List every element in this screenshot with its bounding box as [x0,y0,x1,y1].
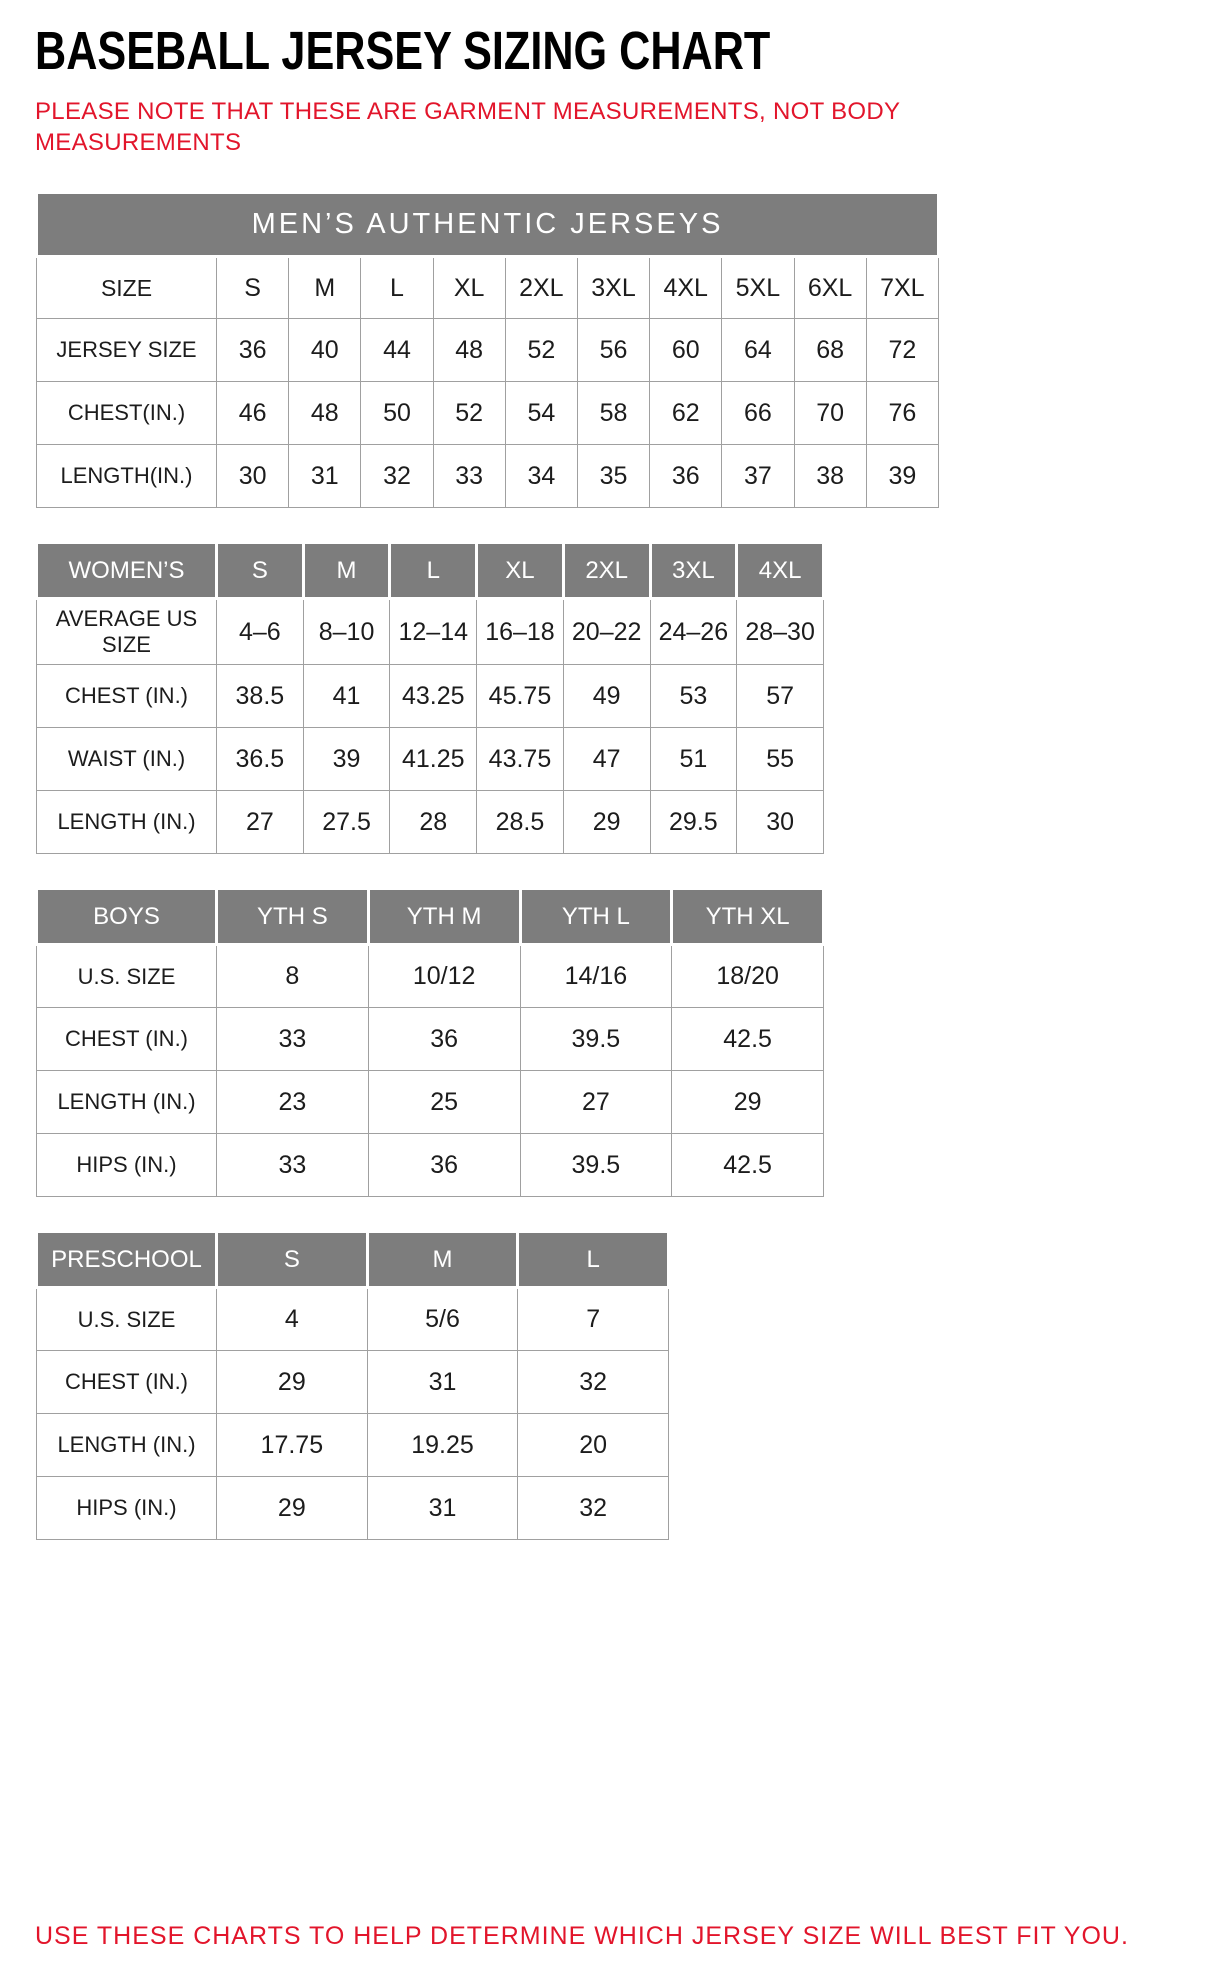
col-header-cell: YTH M [368,889,520,945]
mens-table [35,191,940,508]
value-cell: 62 [650,382,722,445]
col-header-cell: 3XL [577,257,649,319]
col-header-cell: 7XL [866,257,938,319]
preschool-table [35,1230,670,1540]
value-cell: 68 [794,319,866,382]
value-cell: 27 [520,1071,672,1134]
value-cell: 5/6 [367,1288,518,1351]
value-cell: 70 [794,382,866,445]
value-cell: 53 [650,665,737,728]
col-header-cell: 3XL [650,543,737,599]
womens-header-row [37,543,824,599]
value-cell: 50 [361,382,433,445]
value-cell: 34 [505,445,577,508]
value-cell: 8–10 [303,599,390,665]
value-cell: 46 [217,382,289,445]
value-cell: 76 [866,382,938,445]
row-label-cell: JERSEY SIZE [37,319,217,382]
col-header-cell: 5XL [722,257,794,319]
value-cell: 36 [217,319,289,382]
value-cell: 38.5 [217,665,304,728]
value-cell: 37 [722,445,794,508]
value-cell: 39 [303,728,390,791]
value-cell: 45.75 [477,665,564,728]
value-cell: 49 [563,665,650,728]
col-header-cell: 2XL [563,543,650,599]
value-cell: 8 [217,945,369,1008]
value-cell: 29 [563,791,650,854]
value-cell: 7 [518,1288,669,1351]
womens-header-label: WOMEN’S [37,543,217,599]
value-cell: 48 [433,319,505,382]
boys-header-label: BOYS [37,889,217,945]
col-header-cell: L [390,543,477,599]
col-header-cell: S [217,257,289,319]
row-label-cell: U.S. SIZE [37,1288,217,1351]
value-cell: 57 [737,665,824,728]
value-cell: 20–22 [563,599,650,665]
value-cell: 19.25 [367,1414,518,1477]
row-label-cell: LENGTH (IN.) [37,791,217,854]
col-header-cell: XL [433,257,505,319]
value-cell: 43.75 [477,728,564,791]
row-label-cell: WAIST (IN.) [37,728,217,791]
value-cell: 29 [672,1071,824,1134]
boys-jerseys-table-container [35,887,1220,1197]
value-cell: 41.25 [390,728,477,791]
value-cell: 31 [367,1477,518,1540]
value-cell: 24–26 [650,599,737,665]
col-header-cell: 2XL [505,257,577,319]
value-cell: 66 [722,382,794,445]
value-cell: 55 [737,728,824,791]
boys-row [37,945,824,1008]
row-label-cell: LENGTH (IN.) [37,1071,217,1134]
value-cell: 32 [518,1351,669,1414]
value-cell: 47 [563,728,650,791]
value-cell: 38 [794,445,866,508]
boys-row [37,1008,824,1071]
row-label-cell: LENGTH(IN.) [37,445,217,508]
value-cell: 31 [367,1351,518,1414]
row-label-cell: CHEST(IN.) [37,382,217,445]
col-header-cell: M [303,543,390,599]
col-header-cell: 4XL [650,257,722,319]
value-cell: 28.5 [477,791,564,854]
boys-row [37,1134,824,1197]
value-cell: 42.5 [672,1134,824,1197]
womens-row [37,791,824,854]
value-cell: 28–30 [737,599,824,665]
value-cell: 48 [289,382,361,445]
value-cell: 17.75 [217,1414,368,1477]
value-cell: 36.5 [217,728,304,791]
value-cell: 27.5 [303,791,390,854]
preschool-row [37,1414,669,1477]
value-cell: 72 [866,319,938,382]
value-cell: 23 [217,1071,369,1134]
value-cell: 4–6 [217,599,304,665]
womens-row [37,728,824,791]
boys-table [35,887,825,1197]
preschool-row [37,1351,669,1414]
col-header-cell: S [217,543,304,599]
col-header-cell: YTH S [217,889,369,945]
value-cell: 41 [303,665,390,728]
value-cell: 44 [361,319,433,382]
value-cell: 58 [577,382,649,445]
value-cell: 31 [289,445,361,508]
value-cell: 29.5 [650,791,737,854]
value-cell: 29 [217,1351,368,1414]
value-cell: 30 [217,445,289,508]
value-cell: 29 [217,1477,368,1540]
value-cell: 4 [217,1288,368,1351]
col-header-cell: XL [477,543,564,599]
womens-jerseys-table-container [35,541,1220,854]
mens-row [37,382,939,445]
value-cell: 27 [217,791,304,854]
preschool-header-row [37,1232,669,1288]
row-label-cell: LENGTH (IN.) [37,1414,217,1477]
footer-note: USE THESE CHARTS TO HELP DETERMINE WHICH JERSEY SIZE WILL BEST FIT YOU. [35,1922,1129,1950]
value-cell: 39.5 [520,1134,672,1197]
value-cell: 51 [650,728,737,791]
col-header-cell: M [289,257,361,319]
value-cell: 10/12 [368,945,520,1008]
value-cell: 32 [361,445,433,508]
womens-row [37,599,824,665]
col-header-cell: 4XL [737,543,824,599]
col-header-cell: S [217,1232,368,1288]
col-header-cell: M [367,1232,518,1288]
value-cell: 42.5 [672,1008,824,1071]
value-cell: 52 [433,382,505,445]
value-cell: 12–14 [390,599,477,665]
row-label-cell: HIPS (IN.) [37,1134,217,1197]
value-cell: 32 [518,1477,669,1540]
value-cell: 33 [433,445,505,508]
value-cell: 60 [650,319,722,382]
value-cell: 33 [217,1134,369,1197]
value-cell: 33 [217,1008,369,1071]
mens-jerseys-table-container [35,191,1220,508]
preschool-header-label: PRESCHOOL [37,1232,217,1288]
value-cell: 35 [577,445,649,508]
value-cell: 39 [866,445,938,508]
row-label-cell: AVERAGE US SIZE [37,599,217,665]
mens-header-row [37,257,939,319]
preschool-row [37,1477,669,1540]
value-cell: 18/20 [672,945,824,1008]
row-label-cell: CHEST (IN.) [37,1008,217,1071]
value-cell: 36 [368,1134,520,1197]
womens-table [35,541,825,854]
value-cell: 28 [390,791,477,854]
boys-row [37,1071,824,1134]
col-header-cell: L [518,1232,669,1288]
page-title: BASEBALL JERSEY SIZING CHART [35,21,771,81]
row-label-cell: U.S. SIZE [37,945,217,1008]
garment-measurement-note: PLEASE NOTE THAT THESE ARE GARMENT MEASUREMENTS, NOT BODY MEASUREMENTS [35,98,900,157]
mens-row [37,445,939,508]
value-cell: 52 [505,319,577,382]
col-header-cell: 6XL [794,257,866,319]
value-cell: 56 [577,319,649,382]
value-cell: 36 [650,445,722,508]
value-cell: 39.5 [520,1008,672,1071]
value-cell: 36 [368,1008,520,1071]
row-label-cell: CHEST (IN.) [37,1351,217,1414]
value-cell: 30 [737,791,824,854]
value-cell: 20 [518,1414,669,1477]
value-cell: 54 [505,382,577,445]
value-cell: 43.25 [390,665,477,728]
value-cell: 64 [722,319,794,382]
preschool-jerseys-table-container [35,1230,1220,1540]
boys-header-row [37,889,824,945]
preschool-row [37,1288,669,1351]
value-cell: 14/16 [520,945,672,1008]
row-label-cell: CHEST (IN.) [37,665,217,728]
mens-banner: MEN’S AUTHENTIC JERSEYS [37,193,939,257]
col-header-cell: YTH XL [672,889,824,945]
mens-header-label: SIZE [37,257,217,319]
mens-row [37,319,939,382]
value-cell: 16–18 [477,599,564,665]
col-header-cell: L [361,257,433,319]
value-cell: 40 [289,319,361,382]
value-cell: 25 [368,1071,520,1134]
col-header-cell: YTH L [520,889,672,945]
womens-row [37,665,824,728]
row-label-cell: HIPS (IN.) [37,1477,217,1540]
